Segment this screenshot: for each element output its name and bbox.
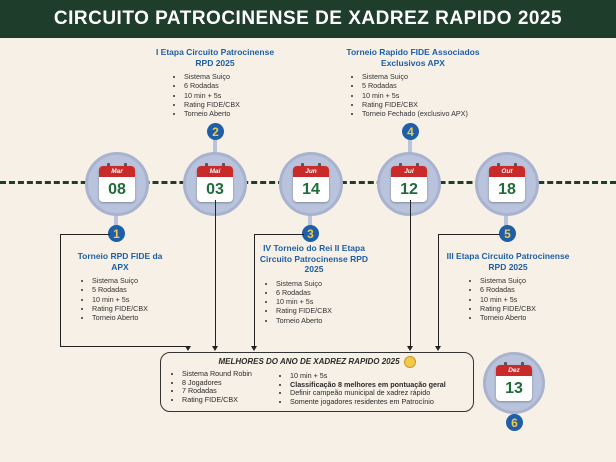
- feature-item: • Sistema Suiço: [276, 279, 376, 288]
- calendar-month: Out: [489, 166, 525, 177]
- event-3-number-badge: 3: [302, 225, 319, 242]
- feature-item: • Rating FIDE/CBX: [480, 304, 570, 313]
- calendar-day: 12: [400, 181, 418, 198]
- feature-item: • Sistema Suiço: [362, 72, 488, 81]
- feature-item: • Torneio Fechado (exclusivo APX): [362, 109, 488, 118]
- event-4-title: Torneio Rapido FIDE Associados Exclusivos APX: [346, 47, 480, 68]
- event-5-info: [446, 251, 570, 322]
- calendar-icon: [99, 166, 135, 202]
- event-2-info: [150, 47, 280, 118]
- event-4-features: [350, 72, 488, 118]
- connector-line: [60, 234, 110, 235]
- event-3-title: IV Torneio do Rei II Etapa Circuito Patrocinense RPD 2025: [259, 243, 369, 274]
- feature-item: • 10 min + 5s: [290, 372, 446, 381]
- calendar-day: 08: [108, 181, 126, 198]
- event-1-info: [68, 251, 172, 322]
- calendar-icon: [489, 166, 525, 202]
- calendar-day: 03: [206, 181, 224, 198]
- feature-item: • 5 Rodadas: [92, 285, 172, 294]
- feature-item: • Torneio Aberto: [480, 313, 570, 322]
- calendar-day: 13: [505, 380, 523, 397]
- calendar-day: 14: [302, 181, 320, 198]
- connector-line: [438, 234, 439, 348]
- best-of-year-title-text: MELHORES DO ANO DE XADREZ RAPIDO 2025: [218, 357, 400, 367]
- calendar-icon: [496, 365, 532, 401]
- calendar-icon: [197, 166, 233, 202]
- feature-item: • 6 Rodadas: [184, 81, 280, 90]
- feature-item: • 6 Rodadas: [276, 288, 376, 297]
- feature-item: • 5 Rodadas: [362, 81, 488, 90]
- event-4-info: [338, 47, 488, 118]
- feature-item: • Definir campeão municipal de xadrez rápido: [290, 389, 446, 398]
- calendar-day: 18: [498, 181, 516, 198]
- feature-item: • 10 min + 5s: [362, 91, 488, 100]
- event-4-number-badge: 4: [402, 123, 419, 140]
- feature-item: • Torneio Aberto: [92, 313, 172, 322]
- event-3-pin: [279, 152, 343, 216]
- event-1-pin: [85, 152, 149, 216]
- event-2-features: [172, 72, 280, 118]
- feature-item: • Sistema Suiço: [480, 276, 570, 285]
- feature-item: • 8 Jogadores: [182, 379, 252, 388]
- event-2-title: I Etapa Circuito Patrocinense RPD 2025: [155, 47, 275, 68]
- connector-line: [410, 200, 411, 348]
- feature-item: • 6 Rodadas: [480, 285, 570, 294]
- connector-line: [60, 234, 61, 346]
- best-left-list: [171, 370, 252, 404]
- feature-item: • Torneio Aberto: [184, 109, 280, 118]
- feature-item: • Somente jogadores residentes em Patrocínio: [290, 398, 446, 407]
- feature-item: • Sistema Suiço: [92, 276, 172, 285]
- feature-item: • Rating FIDE/CBX: [276, 306, 376, 315]
- calendar-month: Jul: [391, 166, 427, 177]
- connector-line: [254, 234, 255, 348]
- connector-line: [254, 234, 304, 235]
- event-6-pin: [483, 352, 545, 414]
- feature-item: • 10 min + 5s: [92, 295, 172, 304]
- feature-item: • 10 min + 5s: [184, 91, 280, 100]
- arrow-icon: [435, 346, 441, 351]
- arrow-icon: [212, 346, 218, 351]
- arrow-icon: [251, 346, 257, 351]
- calendar-month: Mar: [99, 166, 135, 177]
- event-6-number-badge: 6: [506, 414, 523, 431]
- feature-item: • Classificação 8 melhores em pontuação geral: [290, 381, 446, 390]
- feature-item: • 7 Rodadas: [182, 387, 252, 396]
- event-5-pin: [475, 152, 539, 216]
- calendar-icon: [293, 166, 329, 202]
- best-right-list: [279, 372, 446, 406]
- page-title: CIRCUITO PATROCINENSE DE XADREZ RAPIDO 2025: [53, 8, 563, 29]
- connector-line: [60, 346, 188, 347]
- feature-item: • Rating FIDE/CBX: [92, 304, 172, 313]
- feature-item: • Sistema Round Robin: [182, 370, 252, 379]
- feature-item: • 10 min + 5s: [480, 295, 570, 304]
- calendar-month: Mai: [197, 166, 233, 177]
- feature-item: • Rating FIDE/CBX: [184, 100, 280, 109]
- event-5-number-badge: 5: [499, 225, 516, 242]
- event-4-pin: [377, 152, 441, 216]
- event-1-title: Torneio RPD FIDE da APX: [77, 251, 163, 272]
- best-of-year-box: [160, 352, 474, 412]
- arrow-icon: [185, 346, 191, 351]
- feature-item: • Sistema Suiço: [184, 72, 280, 81]
- connector-line: [438, 234, 500, 235]
- event-3-info: [252, 243, 376, 325]
- feature-item: • Rating FIDE/CBX: [182, 396, 252, 405]
- feature-item: • 10 min + 5s: [276, 297, 376, 306]
- connector-line: [215, 200, 216, 348]
- event-3-features: [264, 279, 376, 325]
- event-2-number-badge: 2: [207, 123, 224, 140]
- arrow-icon: [407, 346, 413, 351]
- event-5-title: III Etapa Circuito Patrocinense RPD 2025: [446, 251, 570, 272]
- medal-icon: [404, 356, 416, 368]
- calendar-month: Dez: [496, 365, 532, 376]
- calendar-month: Jun: [293, 166, 329, 177]
- header-banner: [0, 0, 616, 38]
- calendar-icon: [391, 166, 427, 202]
- event-1-features: [80, 276, 172, 322]
- event-1-number-badge: 1: [108, 225, 125, 242]
- best-of-year-title: [161, 356, 473, 368]
- feature-item: • Torneio Aberto: [276, 316, 376, 325]
- feature-item: • Rating FIDE/CBX: [362, 100, 488, 109]
- event-5-features: [468, 276, 570, 322]
